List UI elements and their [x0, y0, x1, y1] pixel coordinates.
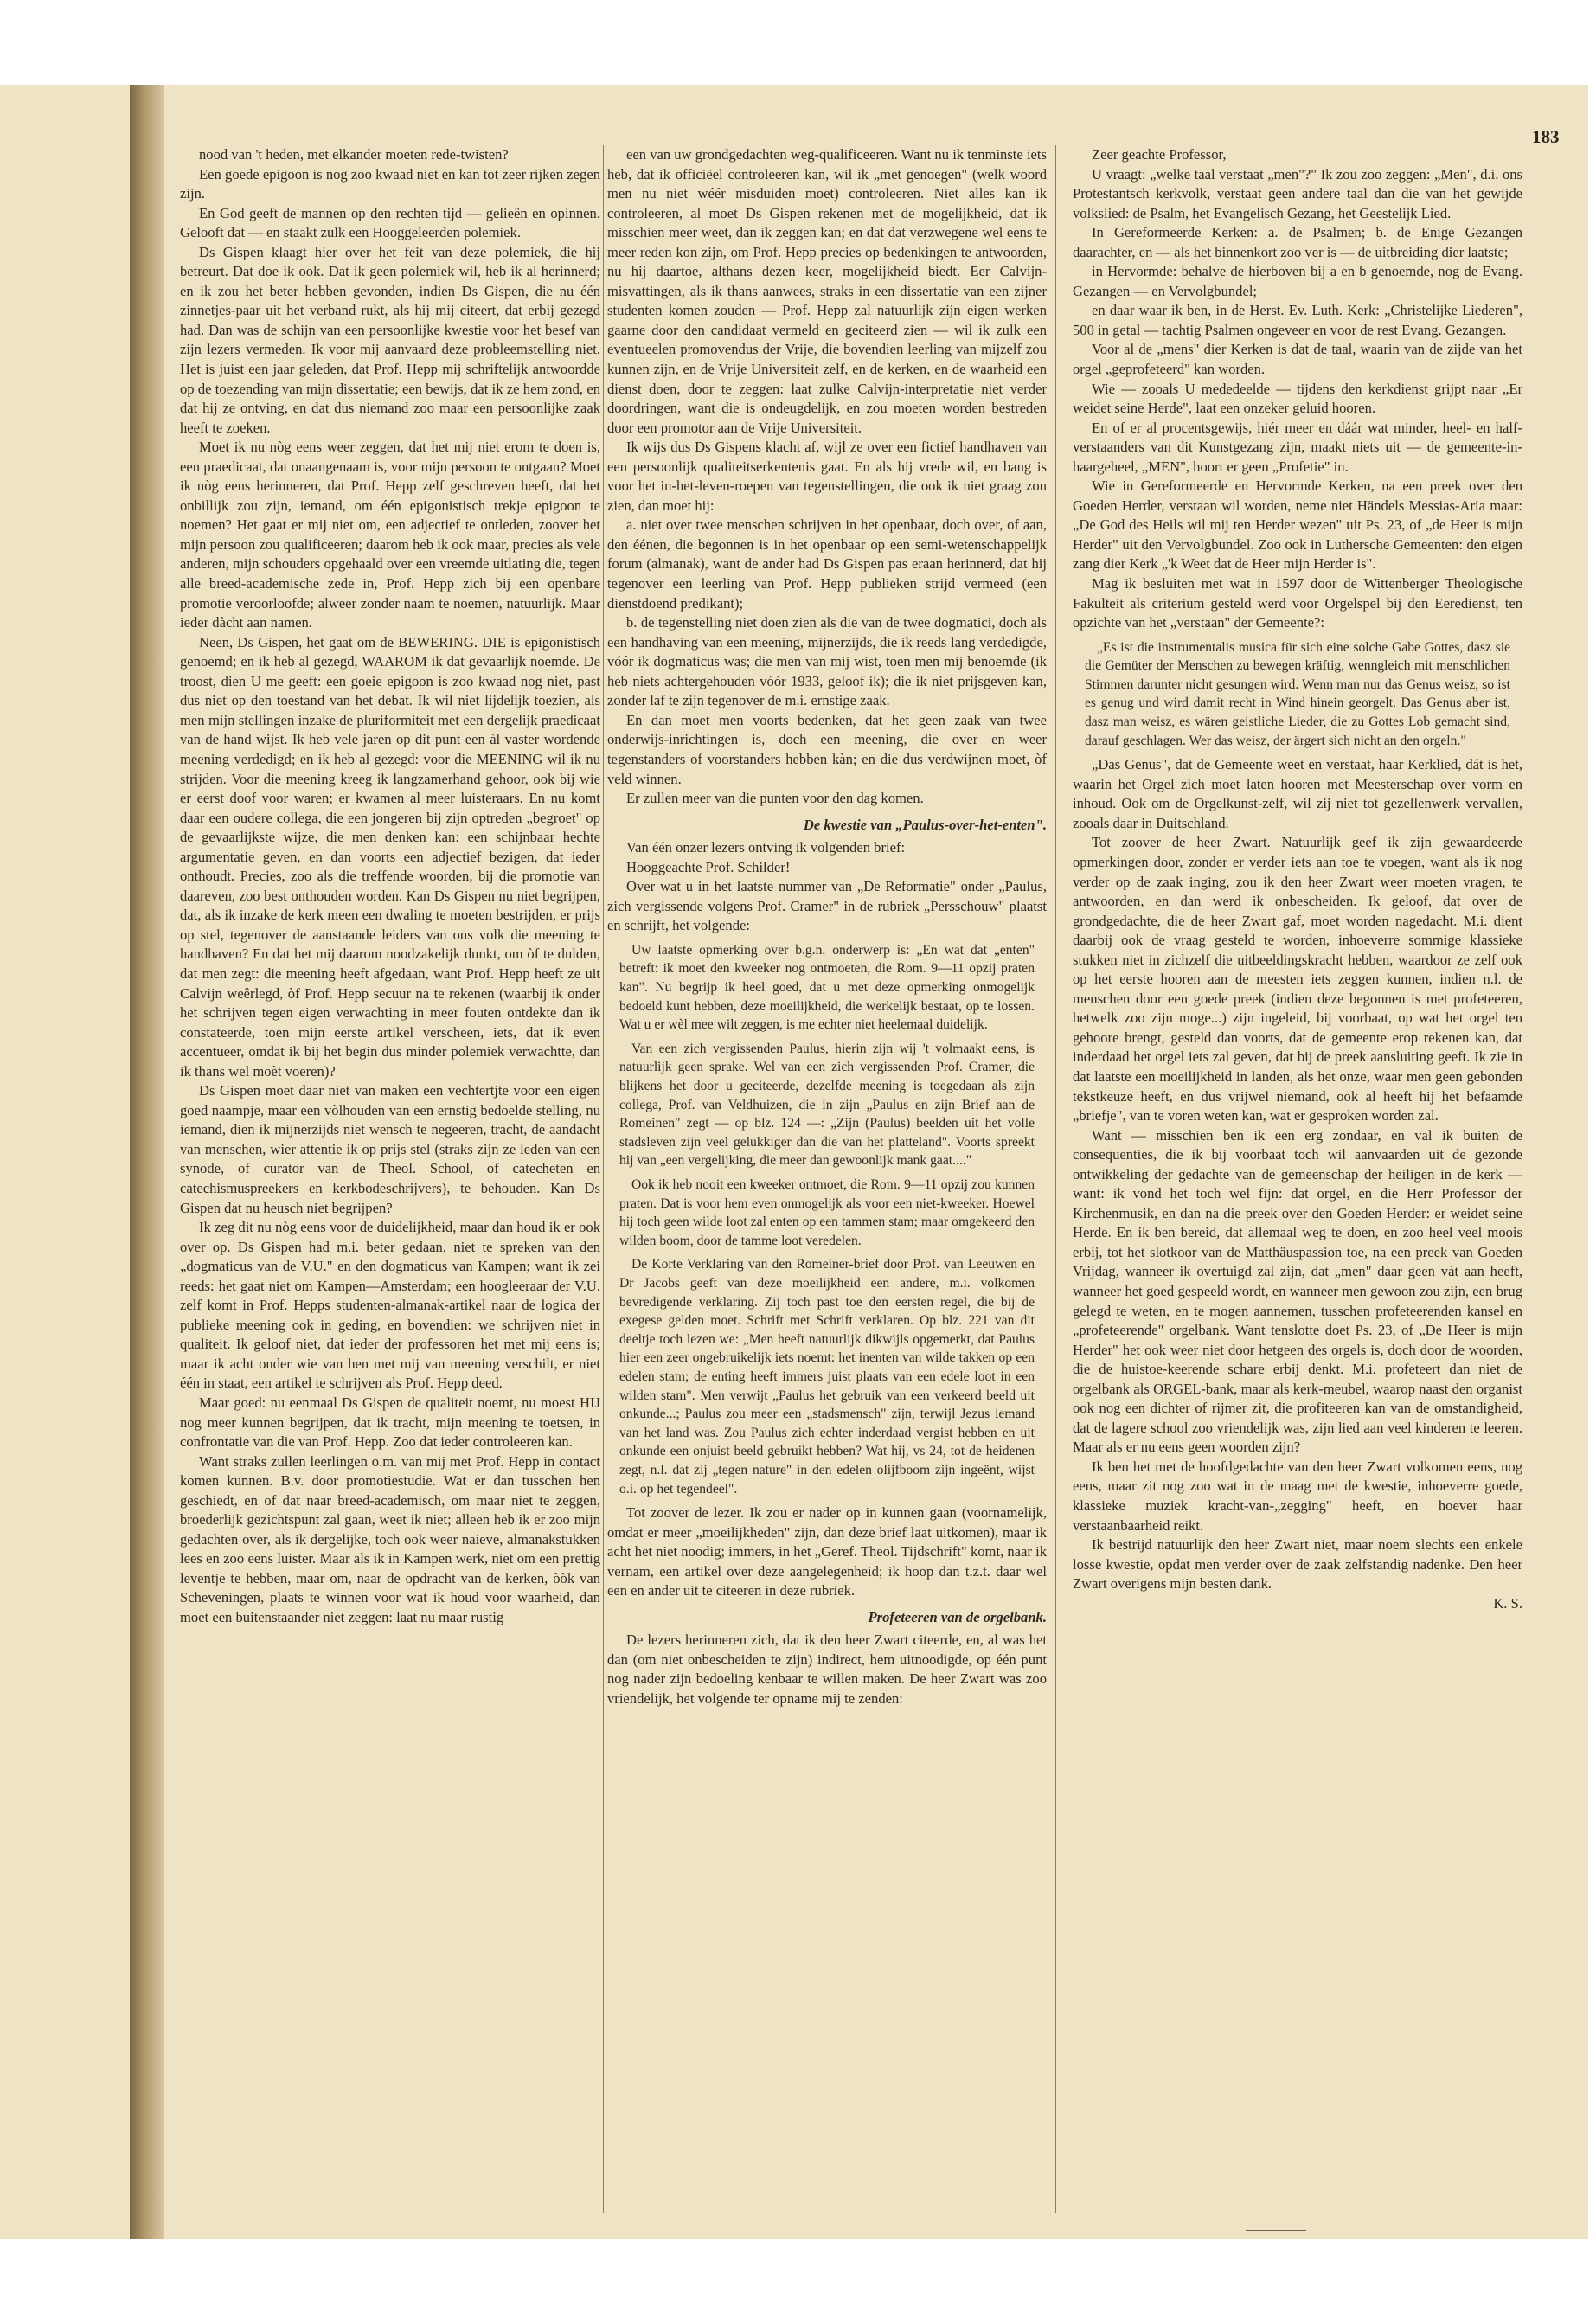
paragraph: En God geeft de mannen op den rechten tijd — gelieën en opinnen. Gelooft dat — en staakt zulk een Hooggeleerden polemiek. [180, 204, 600, 241]
paragraph: Ik ben het met de hoofdgedachte van den heer Zwart volkomen eens, nog eens, maar zit nog zoo wat in de maag met de kwestie, inhoeverre goede, klassieke muziek kracht-van-„zegging" heeft, en hoever haar verstaanbaarheid reikt. [1073, 1458, 1522, 1534]
quoted-paragraph: Van een zich vergissenden Paulus, hierin zijn wij 't volmaakt eens, is natuurlijk geen sprake. Wel van een zich vergissenden Prof. Cramer, die blijkens het door u geciteerde, dezelfde meening is toegedaan als zijn collega, Prof. van Veldhuizen, die in zijn „Paulus en zijn Brief aan de Romeinen" zegt — op blz. 124 —: „Zijn (Paulus) beelden uit het volle stadsleven zijn veel gelukkiger dan die van het platteland". Voorts spreekt hij van „een vergelijking, die meer dan gewoonlijk mank gaat...." [619, 1041, 1035, 1169]
column-left [180, 145, 600, 1628]
column-divider [1055, 145, 1056, 2213]
paragraph: Ds Gispen moet daar niet van maken een vechtertjte voor een eigen goed naampje, maar een vòlhouden van een ernstig bedoelde stelling, nu iemand, dien ik mijnerzijds niet wensch te negeeren, tracht, de aandacht van menschen, wier attentie ik op prijs stel (straks zijn ze leden van een synode, of curator van de Theol. School, of catecheten en catechismuspreekers en kerkbodeschrijvers), te behouden. Kan Ds Gispen dat nu heusch niet begrijpen? [180, 1082, 600, 1216]
paragraph: Maar goed: nu eenmaal Ds Gispen de qualiteit noemt, nu moest HIJ nog meer kunnen begrijpen, dat ik tracht, mijn meening te toetsen, in confrontatie van die van Prof. Hepp. Zoo dat ieder controleeren kan. [180, 1394, 600, 1451]
paragraph: in Hervormde: behalve de hierboven bij a en b genoemde, nog de Evang. Gezangen — en Vervolgbundel; [1073, 263, 1522, 299]
paragraph: En of er al procentsgewijs, hiér meer en dáár wat minder, heel- en half-verstaanders van dit Kunstgezang zijn, maakt niets uit — de gemeente-in-haargeheel, „MEN", hoort er geen „Profetie" in. [1073, 419, 1522, 475]
book-spine [130, 85, 164, 2239]
paragraph: En dan moet men voorts bedenken, dat het geen zaak van twee onderwijs-inrichtingen is, doch een meening, die over en weer tegenstanders of voorstanders hebben kàn; en die dus verdwijnen moet, òf veld winnen. [607, 711, 1047, 787]
paragraph: „Das Genus", dat de Gemeente weet en verstaat, haar Kerklied, dát is het, waarin het Orgel zich moet laten hooren met Meesterschap over vorm en inhoud. Ook om de Orgelkunst-zelf, wil zij niet tot gezellenwerk vervallen, zooals daar in Duitschland. [1073, 756, 1522, 831]
paragraph: Tot zoover de heer Zwart. Natuurlijk geef ik zijn gewaardeerde opmerkingen door, zonder er verder iets aan toe te voegen, want als ik nog verder op de zaak inging, zou ik den heer Zwart weer moeten vragen, te antwoorden, en dan werd ik onbescheiden. Ik geloof, dat over de grondgedachte, die de heer Zwart gaf, moet worden nagedacht. M.i. dient daarbij ook de vraag gesteld te worden, inhoeverre sommige klassieke stukken niet in zichzelf die uitbeeldingskracht hebben, waardoor ze zelf ook op het eerste hooren aan de meesten iets zeggen kunnen, indien n.l. de menschen door een goede preek (indien deze begonnen is met profeteeren, hetwelk zoo zijn moge...) zijn ingeleid, bij voorbaat, op wat het orgel ten gehoore brengt, gesteld dan voorts, dat de gemeente erop rekenen kan, dat inderdaad het orgel iets zal geven, dat bij de preek aansluiting geeft. Ik zie in dat laatste een moeilijkheid in landen, als het onze, waar men geen gebonden tekstkeuze heeft, en dus vrijwel niemand, ook al heeft hij het befaamde „briefje", van te voren weten kan, wat er gesproken worden zal. [1073, 834, 1522, 1125]
paragraph: Moet ik nu nòg eens weer zeggen, dat het mij niet erom te doen is, een praedicaat, dat onaangenaam is, voor mijn persoon te ontgaan? Moet ik nòg eens herinneren, dat Prof. Hepp zelf geschreven heeft, dat het onbillijk zou zijn, iemand, om één epigonistisch trekje epigoon te noemen? Het gaat er mij niet om, een adjectief te ontleden, zoover het mijn persoon zou qualificeeren; daarom heb ik ook maar, precies als vele anderen, mijn schouders opgehaald over een vreemde uitlating die, tegen alle breed-academische zede in, Prof. Hepp zich bij een openbare promotie veroorloofde; alweer zonder naam te noemen, natuurlijk. Maar ieder dàcht aan namen. [180, 439, 600, 631]
column-divider [603, 145, 604, 2213]
paragraph: Ik zeg dit nu nòg eens voor de duidelijkheid, maar dan houd ik er ook over op. Ds Gispen had m.i. beter gedaan, niet te spreken van den „dogmaticus van de V.U." en den dogmaticus van Kampen; want ik zei reeds: het gaat niet om Kampen—Amsterdam; een hoogleeraar der V.U. zelf komt in Prof. Hepps studenten-almanak-artikel naar de logica der publieke meening ook in geding, en bovendien: we schrijven niet in qualiteit. Ik geloof niet, dat ieder der professoren het met mij eens is; maar ik acht onder wie van hen met mij van meening verschilt, er niet één in staat, een artikel te schrijven als Prof. Hepp deed. [180, 1219, 600, 1392]
left-page-fragment [0, 119, 130, 2239]
paragraph: Neen, Ds Gispen, het gaat om de BEWERING. DIE is epigonistisch genoemd; en ik heb al gezegd, WAAROM ik dat gevaarlijk noemde. De troost, dien U me geeft: een goeie epigoon is zoo kwaad nog niet, past dus niet op den toestand van het debat. Ik wil niet lijdelijk toezien, als men mijn stellingen inzake de pluriformiteit met een dergelijk praedicaat van de hand wijst. Ik heb vele jaren op dit punt een àl vaster wordende meening verdedigd; en ik heb al gezegd: voor die MEENING wil ik nu strijden. Voor die meening kreeg ik langzamerhand gehoor, ook bij wie er eerst doof voor waren; er kwamen al meer luisteraars. En nu komt daar een oudere collega, die een jongeren bij zijn optreden „begroet" op de gevaarlijkste wijze, die men denken kan: een schijnbaar hechte argumentatie geven, en dan voorts een adjectief bezigen, dat ieder onthoudt. Precies, zoo als die treffende woorden, bij die promotie van daareven, zoo best onthouden worden. Kan Ds Gispen nu niet begrijpen, dat, als ik inzake de kerk meen een dwaling te moeten bestrijden, er prijs op stel, tegenover de aanstaande leiders van ons volk die meening te handhaven? En dat het mij daarom noodzakelijk dunkt, om òf te dulden, dat men zegt: die meening heeft afgedaan, want Prof. Hepp heeft ze uit Calvijn weêrlegd, òf Prof. Hepp secuur na te rekenen (waarbij ik onder het schrijven tegen eigen verwachting in meer fouten ontdekte dan ik constateerde, toen mijn eerste artikel verscheen, iets, dat ik even accentueer, omdat ik bij het begin dus minder polemiek verwachtte, dan ik thans wel moèt voeren)? [180, 633, 600, 1080]
paragraph: Over wat u in het laatste nummer van „De Reformatie" onder „Paulus, zich vergissende volgens Prof. Cramer" in de rubriek „Persschouw" plaatst en schrijft, het volgende: [607, 878, 1047, 934]
page-number: 183 [1532, 126, 1560, 147]
paragraph: a. niet over twee menschen schrijven in het openbaar, doch over, of aan, den éénen, die begonnen is in het openbaar op een semi-wetenschappelijk forum (almanak), want de ander had Ds Gispen pas eraan herinnerd, dat hij tegenover een leerling van Prof. Hepp publieken strijd vermeed (een dienstdoend predikant); [607, 516, 1047, 612]
paragraph: Hooggeachte Prof. Schilder! [626, 858, 791, 875]
paragraph: en daar waar ik ben, in de Herst. Ev. Luth. Kerk: „Christelijke Liederen", 500 in getal — tachtig Psalmen ongeveer en voor de rest Evang. Gezangen. [1073, 302, 1522, 338]
paragraph: Ik bestrijd natuurlijk den heer Zwart niet, maar noem slechts een enkele losse kwestie, opdat men verder over de zaak zelfstandig nadenke. Den heer Zwart overigens mijn besten dank. [1073, 1536, 1522, 1593]
column-middle [607, 145, 1047, 1709]
section-heading: De kwestie van „Paulus-over-het-enten". [803, 816, 1047, 833]
quoted-paragraph: Uw laatste opmerking over b.g.n. onderwerp is: „En wat dat „enten" betreft: ik moet den kweeker nog ontmoeten, die Rom. 9—11 opzij praten kan". Nu begrijp ik heel goed, dat u met deze opmerking onmogelijk bedoeld kunt hebben, deze moeilijkheid, die werkelijk bestaat, op te lossen. Wat u er wèl mee wilt zeggen, is me echter niet heelemaal duidelijk. [619, 942, 1035, 1033]
quoted-paragraph: De Korte Verklaring van den Romeiner-brief door Prof. van Leeuwen en Dr Jacobs geeft van deze moeilijkheid een andere, m.i. volkomen bevredigende verklaring. Zij toch past toe den eersten regel, die bij de exegese gelden moet. Schrift met Schrift verklaren. Op blz. 221 van dit deeltje toch lezen we: „Men heeft natuurlijk dikwijls opgemerkt, dat Paulus hier een zeer ongebruikelijk iets noemt: het inenten van wilde takken op een edelen stam; de enting heeft immers juist plaats van een edele loot in een wilden stam". Men verwijt „Paulus het gebruik van een verkeerd beeld uit onkunde...; Paulus zou meer een „stadsmensch" zijn, terwijl Jezus iemand van het land was. Zou Paulus zich echter inderdaad vergist hebben en uit onkunde een onjuist beeld gebruikt hebben? Wat hij, vs 24, tot de heidenen zegt, n.l. dat zij „tegen nature" in den edelen olijfboom zijn ingeënt, wijst o.i. op het tegendeel". [619, 1257, 1035, 1497]
paragraph: Wie — zooals U mededeelde — tijdens den kerkdienst grijpt naar „Er weidet seine Herde", laat een onzeker geluid hooren. [1073, 380, 1522, 417]
paragraph: een van uw grondgedachten weg-qualificeeren. Want nu ik tenminste iets heb, dat ik officiëel controleeren kan, wil ik „met genoegen" (welk woord men nu niet wéér misduiden moet) controleeren. Niet alles kan ik controleeren, al moet Ds Gispen rekenen met de mogelijkheid, dat ik misschien meer weet, dan ik zeggen kan; en dat dat verzwegene wel eens te meer reden kon zijn, om Prof. Hepp precies op bedenkingen te antwoorden, nu hij daartoe, althans dezen keer, mogelijkheid biedt. Eer Calvijn-misvattingen, als ik thans aanwees, straks in een dissertatie van een zijner studenten komen zouden — Prof. Hepp zal natuurlijk zijn eigen werken gaarne door den candidaat vermeld en geciteerd zien — wil ik zulk een eventueelen promovendus der Vrije, die bovendien leerling van mijzelf zou kunnen zijn, en de Vrije Universiteit zelf, en de kerken, en de waarheid een dienst doen, door te zeggen: laat zulke Calvijn-interpretatie niet verder doordringen, want die is ondeugdelijk, en zou moeten worden bestreden door een promotor aan de Vrije Universiteit. [607, 146, 1047, 436]
paragraph: Zeer geachte Professor, [1092, 146, 1227, 163]
paragraph: Voor al de „mens" dier Kerken is dat de taal, waarin van de zijde van het orgel „geprofeteerd" kan worden. [1073, 341, 1522, 378]
quoted-paragraph: „Es ist die instrumentalis musica für sich eine solche Gabe Gottes, dasz sie die Gemüter der Menschen zu bewegen kräftig, wenngleich mit menschlichen Stimmen darunter nicht gesungen wird. Wenn man nur das Genus weisz, so ist es genug und wird damit recht in Wind hinein georgelt. Das Genus aber ist, dasz man weisz, es wären geistliche Lieder, die zu Gottes Lob gemacht sind, darauf geschlagen. Wer das weisz, der ärgert sich nicht an den orgeln." [1085, 639, 1510, 748]
paragraph: Wie in Gereformeerde en Hervormde Kerken, na een preek over den Goeden Herder, verstaan wil worden, neme niet Händels Messias-Aria maar: „De God des Heils wil mij ten Herder wezen" uit Ps. 23, of „de Heer is mijn Herder" uit den Vervolgbundel. Zoo ook in Luthersche Gemeenten: den eigen zang dier Kerk „'k Weet dat de Heer mijn Herder is". [1073, 478, 1522, 573]
paragraph: Er zullen meer van die punten voor den dag komen. [626, 790, 924, 807]
paragraph: De lezers herinneren zich, dat ik den heer Zwart citeerde, en, al was het dan (om niet onbescheiden te zijn) indirect, hem uitnoodigde, op één punt nog nader zijn bedoeling kenbaar te willen maken. De heer Zwart was zoo vriendelijk, het volgende ter opname mij te zenden: [607, 1631, 1047, 1708]
quoted-paragraph: Ook ik heb nooit een kweeker ontmoet, die Rom. 9—11 opzij zou kunnen praten. Dat is voor hem even onmogelijk als voor een niet-kweeker. Hoewel hij toch geen wilde loot zal enten op een tammen stam; maar omgekeerd den wilden boom, door de tamme loot veredelen. [619, 1177, 1035, 1248]
paragraph: b. de tegenstelling niet doen zien als die van de twee dogmatici, doch als een handhaving van een meening, mijnerzijds, die ik reeds lang verdedigde, vóór ik dogmaticus was; die men van mij wist, toen men mij benoemde (ik heb niets achtergehouden vóór 1933, geloof ik); die ik niet prijsgeven kan, zonder laf te zijn tegenover de m.i. ernstige zaak. [607, 614, 1047, 709]
paragraph: nood van 't heden, met elkander moeten rede-twisten? [199, 146, 509, 163]
paragraph: Ik wijs dus Ds Gispens klacht af, wijl ze over een fictief handhaven van een persoonlijk qualiteitserkentenis gaat. En als hij vrede wil, en bang is voor het in-het-leven-roepen van tegenstellingen, die ook ik niet graag zou zien, dan moet hij: [607, 439, 1047, 514]
column-right [1073, 145, 1522, 1613]
paragraph: U vraagt: „welke taal verstaat „men"?" Ik zou zoo zeggen: „Men", d.i. ons Protestantsch kerkvolk, verstaat geen andere taal dan die van het gewijde volkslied: de Psalm, het Evangelisch Gezang, het Geestelijk Lied. [1073, 165, 1522, 221]
paragraph: Tot zoover de lezer. Ik zou er nader op in kunnen gaan (voornamelijk, omdat er meer „moeilijkheden" zijn, dan deze brief laat uitkomen), maar ik acht het niet noodig; immers, in het „Geref. Theol. Tijdschrift" komt, naar ik vernam, een artikel over deze aangelegenheid; ik hoop dan t.z.t. daar wel een en ander uit te citeeren in deze rubriek. [607, 1504, 1047, 1599]
paragraph: In Gereformeerde Kerken: a. de Psalmen; b. de Enige Gezangen daarachter, en — als het binnenkort zoo ver is — de uitbreiding dier laatste; [1073, 224, 1522, 260]
end-rule [1246, 2230, 1306, 2231]
paragraph: Want straks zullen leerlingen o.m. van mij met Prof. Hepp in contact komen kunnen. B.v. door promotiestudie. Wat er dan tusschen hen geschiedt, en of dat naar breed-academisch, om maar niet te zeggen, broederlijk gezichtspunt zal gaan, weet ik niet; alleen heb ik er zoo mijn gedachten over, als ik dergelijke, toch ook weer naieve, almanakstukken lees en zoo eens luister. Maar als ik in Kampen werk, niet om een prettig leventje te hebben, maar om, naar de opdracht van de kerken, òòk van Scheveningen, plaats te winnen voor wat ik houd voor waarheid, dan moet een buitenstaander niet zeggen: laat nu maar rustig [180, 1452, 600, 1626]
paragraph: Een goede epigoon is nog zoo kwaad niet en kan tot zeer rijken zegen zijn. [180, 165, 600, 202]
section-heading: Profeteeren van de orgelbank. [868, 1608, 1047, 1625]
paragraph: Ds Gispen klaagt hier over het feit van deze polemiek, die hij betreurt. Dat doe ik ook. Dat ik geen polemiek wil, heb ik al herinnerd; en ik zou het beter hebben gevonden, indien Ds Gispen, die nu één zinnetjes-paar uit het verband rukt, als hij mij citeert, dat erbij gezegd had. Dan was de schijn van een persoonlijke kwestie voor het besef van zijn lezers vermeden. Ik voor mij aanvaard deze probleemstelling niet. Het is juist een jaar geleden, dat Prof. Hepp mij schriftelijk antwoordde op de toezending van mijn dissertatie; een bewijs, dat ik ze hem zond, en dat hij ze ontving, en dat dus niemand zoo maar een persoonlijke zaak heeft te zoeken. [180, 243, 600, 436]
paragraph: Van één onzer lezers ontving ik volgenden brief: [626, 839, 906, 856]
paragraph: Want — misschien ben ik een erg zondaar, en val ik buiten de consequenties, die ik bij voorbaat toch wil aanvaarden uit de gezonde ontwikkeling der gedachte van de gemeenschap der heiligen in de kerk — want: ik vond het toch wel fijn: dat orgel, en die Herr Professor der Kirchenmusik, en dan na die preek over den Goeden Herder: er weidet seine Herde. En ik ben bereid, dat allemaal weg te doen, en zoo heel veel moois erbij, tot het slotkoor van de Matthäuspassion toe, na een preek van Goeden Vrijdag, wanneer ik overtuigd zal zijn, dat „men" daar geen vàt aan heeft, wanneer het goed gespeeld wordt, en wanneer men gewoon zou zijn, een brug gelegd te weten, en te mogen aannemen, tusschen profeteerenden kansel en „profeteerende" orgelbank. Want tenslotte doet Ps. 23, of „De Heer is mijn Herder" het ook weer niet door hetgeen des orgels is, doch door de woorden, die de huistoe-keerende schare erbij denkt. M.i. profeteert dan niet de orgelbank als ORGEL-bank, maar als kerk-meubel, waarop naast den organist ook nog een dichter of rijmer zit, die profiteeren kan van de omstandigheid, dat de lagere school zoo vriendelijk was, zijn lied aan veel kinderen te leeren. Maar als er nu eens geen woorden zijn? [1073, 1126, 1522, 1456]
magazine-page [0, 85, 1588, 2239]
signature: K. S. [1493, 1594, 1522, 1612]
paragraph: Mag ik besluiten met wat in 1597 door de Wittenberger Theologische Fakulteit als criterium gesteld werd voor Orgelspel bij den Eeredienst, ten opzichte van het „verstaan" der Gemeente?: [1073, 575, 1522, 631]
